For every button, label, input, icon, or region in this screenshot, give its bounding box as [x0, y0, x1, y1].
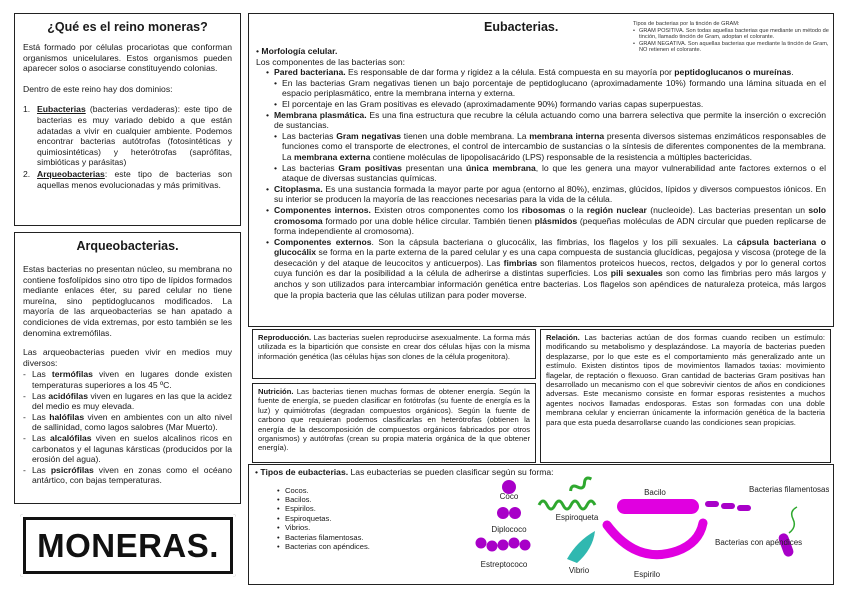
- eu-box: [248, 13, 834, 327]
- monera-intro: Está formado por células procariotas que conforman organismos unicelulares. Estos organismos pueden aparecer solos o asociarse constituyendo colonias.: [23, 42, 232, 74]
- gram-note-title: Tipos de bacterias por la tinción de GRAM:: [633, 21, 740, 27]
- repro-text: Reproducción. Las bacterias suelen reproducirse asexualmente. La forma más utilizada es la bipartición que consiste en crear dos células hijas con la misma información genética (las células hijas son clones de la célula progenitora).: [258, 333, 530, 361]
- domain-text: (bacterias verdaderas): este tipo de bacterias es muy variado debido a que están adatadas a vivir en cualquier ambiente. Podemos encontrar bacterias autótrofas (fotosintéticas y quimiosintéticas) y heterótrofas (saprófitas, simbióticas y parásitas): [37, 104, 232, 168]
- pared-sub: • En las bacterias Gram negativas tienen un bajo porcentaje de peptidoglucano (aproximadamente 10%) formando una lámina situada en el espacio periplasmático, entre la membrana interna y externa.: [274, 77, 826, 99]
- bacilo-shape: [617, 499, 699, 514]
- estreptococo-shape: [520, 540, 531, 551]
- espiroqueta-shape: [539, 501, 595, 509]
- domain-name: Arqueobacterias: [37, 168, 105, 179]
- arqueo-item: - Las termófilas viven en lugares donde existen temperaturas superiores a los 45 ºC.: [23, 369, 232, 390]
- apendices-flagellum: [789, 507, 797, 533]
- gram-note-item: • GRAM POSITIVA. Son todas aquellas bacterias que mediante un método de tinción, llamado tinción de Gram, adoptan el colorante.: [633, 27, 829, 41]
- tipos-item: • Espiroquetas.: [277, 514, 827, 523]
- repro-box: [252, 329, 536, 379]
- domain-text: : este tipo de bacterias son aquellas menos evolucionadas y más primitivas.: [37, 168, 232, 190]
- monera-box: [14, 13, 241, 226]
- domain-item: [23, 104, 232, 168]
- memb-sub: • Las bacterias Gram negativas tienen una doble membrana. La membrana interna presenta diversos sistemas enzimáticos responsables de funciones como el transporte de electrones, el control de intercambio de sustancias o la síntesis de diferentes componentes de la membrana. La membrana externa contiene moléculas de lipopolisacárido (LPS) responsable de la resistencia a múltiples bactericidas.: [274, 130, 826, 162]
- label-apendices-text: Bacterias con apéndices: [715, 538, 803, 547]
- morf-sub: Los componentes de las bacterias son:: [256, 56, 406, 67]
- relac-text: Relación. Las bacterias actúan de dos formas cuando reciben un estímulo: modificando su metabolismo y desplazándose. La mayoría de bacterias pueden desplazarse, por lo que este es el comportamiento más generalizado ante un estímulo. Existen distintos tipos de movimientos llamados taxias: movimiento flagelar, de reptación o flexuoso. Gran cantidad de bacterias Gram positivas han desarrollado un mecanismo con el que sobrevivir cientos de años en condiciones adversas. Este mecanismo consiste en formar esporas resistentes a muchos agentes nocivos llamadas endosporas. Estas son formadas con una doble membrana celular y encierran únicamente la información genética de la bacteria para que esta pueda desarrollarse cuando las condiciones sean propicias.: [546, 333, 825, 427]
- estreptococo-shape: [487, 541, 498, 552]
- arqueo-list: [23, 369, 232, 486]
- domain-num: 2.: [23, 168, 31, 179]
- filamentosas-shape: [705, 501, 719, 507]
- banner: [20, 514, 236, 577]
- comp-pared: • Pared bacteriana. Es responsable de dar forma y rigidez a la célula. Está compuesta en su mayoría por peptidoglucanos o mureínas. • En las bacterias Gram negativas tienen un bajo porcentaje de peptidoglucano (aproximadamente 10%) formando una lámina situada en el espacio periplasmático, entre la membrana interna y externa. • El porcentaje en las Gram positivas es elevado (aproximadamente 90%) formando varias capas superpuestas.: [266, 67, 826, 109]
- label-espiroqueta: Espiroqueta: [555, 513, 599, 522]
- arqueo-item: - Las alcalófilas viven en suelos alcalinos ricos en carbonatos y el lagunas kársticas (producidos por la erosión del agua).: [23, 433, 232, 465]
- tipos-box: [248, 464, 834, 585]
- morf-heading: • Morfología celular.: [256, 46, 338, 56]
- tipos-item: • Espirilos.: [277, 504, 827, 513]
- label-coco: Coco: [499, 492, 519, 501]
- arqueo-title: Arqueobacterias.: [76, 239, 179, 253]
- label-apendices: [715, 538, 802, 547]
- estreptococo-shape: [476, 538, 487, 549]
- label-vibrio: Vibrio: [568, 566, 590, 575]
- arqueo-p2: Las arqueobacterias pueden vivir en medios muy diversos:: [23, 347, 232, 368]
- label-espirilo: Espirilo: [633, 570, 661, 579]
- estreptococo-shape: [498, 540, 509, 551]
- diplococo-shape: [509, 507, 521, 519]
- monera-title: ¿Qué es el reino moneras?: [47, 20, 208, 34]
- domain-item: [23, 169, 232, 190]
- domain-list: [23, 104, 232, 190]
- tipos-item: • Cocos.: [277, 486, 827, 495]
- tipos-item: • Vibrios.: [277, 523, 827, 532]
- pared-sub: • El porcentaje en las Gram positivas es elevado (aproximadamente 90%) formando varias capas superpuestas.: [274, 98, 704, 109]
- arqueo-item: - Las acidófilas viven en lugares en las que la acidez del medio es muy elevada.: [23, 391, 232, 412]
- tipos-item: • Bacilos.: [277, 495, 827, 504]
- tipos-heading: • Tipos de eubacterias. Las eubacterias se pueden clasificar según su forma:: [255, 467, 554, 477]
- gram-note: [633, 21, 829, 54]
- estreptococo-shape: [509, 538, 520, 549]
- morf-title: Morfología celular.: [261, 46, 338, 56]
- tipos-item: • Bacterias con apéndices.: [277, 542, 827, 551]
- banner-inner: [26, 520, 230, 571]
- espiroqueta-shape: [569, 476, 593, 493]
- eu-title: Eubacterias.: [484, 20, 559, 34]
- arqueo-box: [14, 232, 241, 504]
- espirilo-shape: [607, 523, 703, 555]
- comp-list: [266, 67, 826, 300]
- label-diplococo: Diplococo: [491, 525, 527, 534]
- filamentosas-shape: [737, 505, 751, 511]
- arqueo-item: - Las halófilas viven en ambientes con un alto nivel de sallinidad, como lagos salobres (Mar Muerto).: [23, 412, 232, 433]
- memb-sub: • Las bacterias Gram positivas presentan una única membrana, lo que les genera una mayor vulnerabilidad ante factores externos o el ataque de diversas sustancias químicas.: [274, 162, 826, 184]
- label-filamentosas: [749, 485, 829, 494]
- relac-box: [540, 329, 831, 463]
- comp-membrana: • Membrana plasmática. Es una fina estructura que recubre la célula actuando como una barrera selectiva que permite la inserción o excreción de sustancias. • Las bacterias Gram negativas tienen una doble membrana. La membrana interna presenta diversos sistemas enzimáticos responsables de funciones como el transporte de electrones, el control de intercambio de sustancias o la síntesis de diferentes componentes de la membrana. La membrana externa contiene moléculas de lipopolisacárido (LPS) responsable de la resistencia a múltiples bactericidas. • Las bacterias Gram positivas presentan una única membrana, lo que les genera una mayor vulnerabilidad ante factores externos o el ataque de diversas sustancias químicas.: [266, 109, 826, 184]
- gram-note-item: • GRAM NEGATIVA. Son aquellas bacterias que mediante la tinción de Gram, NO retienen el colorante.: [633, 40, 829, 54]
- label-filamentosas-text: Bacterias filamentosas: [749, 485, 829, 494]
- tipos-item: • Bacterias filamentosas.: [277, 533, 827, 542]
- label-bacilo: Bacilo: [644, 488, 666, 497]
- banner-text: MONERAS.: [37, 526, 219, 564]
- diplococo-shape: [497, 507, 509, 519]
- vibrio-shape: [567, 531, 595, 563]
- arqueo-item: - Las psicrófilas viven en zonas como el océano antártico, con bajas temperaturas.: [23, 465, 232, 486]
- arqueo-p1: Estas bacterias no presentan núcleo, su membrana no contiene fosfolípidos sino otro tipo de lípidos formados mediante enlaces éter, su pared celular no tiene mureína, sino peptidoglucanos modificados. La mayoría de las arqueobacterias se han apatado a condiciones de vida extremas, por esto también se les denomina extremófilas.: [23, 264, 232, 338]
- nutri-box: [252, 383, 536, 463]
- filamentosas-shape: [721, 503, 735, 509]
- domain-num: 1.: [23, 104, 31, 115]
- label-estreptococo: Estreptococo: [480, 560, 528, 569]
- comp-externos: • Componentes externos. Son la cápsula bacteriana o glucocálix, las fimbrias, los flagelos y los pili sexuales. La cápsula bacteriana o glucocálix se forma en la parte externa de la pared celular y es una capa compuesta de sustancia glucídicas, pegajosa y viscosa (protege de la desecación y del ataque de leucocitos y anticuerpos). Las fimbrias son filamentos proteicos huecos, rectos, delgados y por lo general cortos cuya función es dar la posibilidad a la célula de adherirse a distintas superficies. Los pili sexuales son como las fimbrias pero más largos y anchos y son utilizados para intercambiar información genética entre bacterias. Los flagelos son apéndices de naturaleza proteica, más largos que la propia bacteria que las células utilizan para poder moverse.: [266, 236, 826, 300]
- monera-domains-intro: Dentro de este reino hay dos dominios:: [23, 83, 173, 94]
- domain-name: Eubacterias: [37, 104, 86, 115]
- bacteria-illustration: [459, 473, 829, 583]
- comp-citoplasma: • Citoplasma. Es una sustancia formada la mayor parte por agua (entorno al 80%), enzimas, glúcidos, lípidos y diversos compuestos iónicos. En su interior se producen la mayoría de las reacciones necesarias para la vida de la célula.: [266, 183, 826, 205]
- nutri-text: Nutrición. Las bacterias tienen muchas formas de obtener energía. Según la fuente de energía, se pueden clasificar en fotótrofas (su fuente de energía es la luz) y quimiótrofas (degradan compuestos orgánicos). Según la fuente de carbono que requieran podemos clasificarlas en heterótrofas (obtienen la energía de la descomposición de compuestos orgánicos fabricados por otros organismos) y autótrofas (crean su propia materia orgánica de la que obtener energía).: [258, 387, 530, 453]
- comp-internos: • Componentes internos. Existen otros componentes como los ribosomas o la región nuclear (nucleoide). Las bacterias presentan un solo cromosoma formado por una doble hélice circular. También tienen plásmidos (pequeñas moléculas de ADN circular que pueden replicarse de forma independiente al cromosoma).: [266, 204, 827, 237]
